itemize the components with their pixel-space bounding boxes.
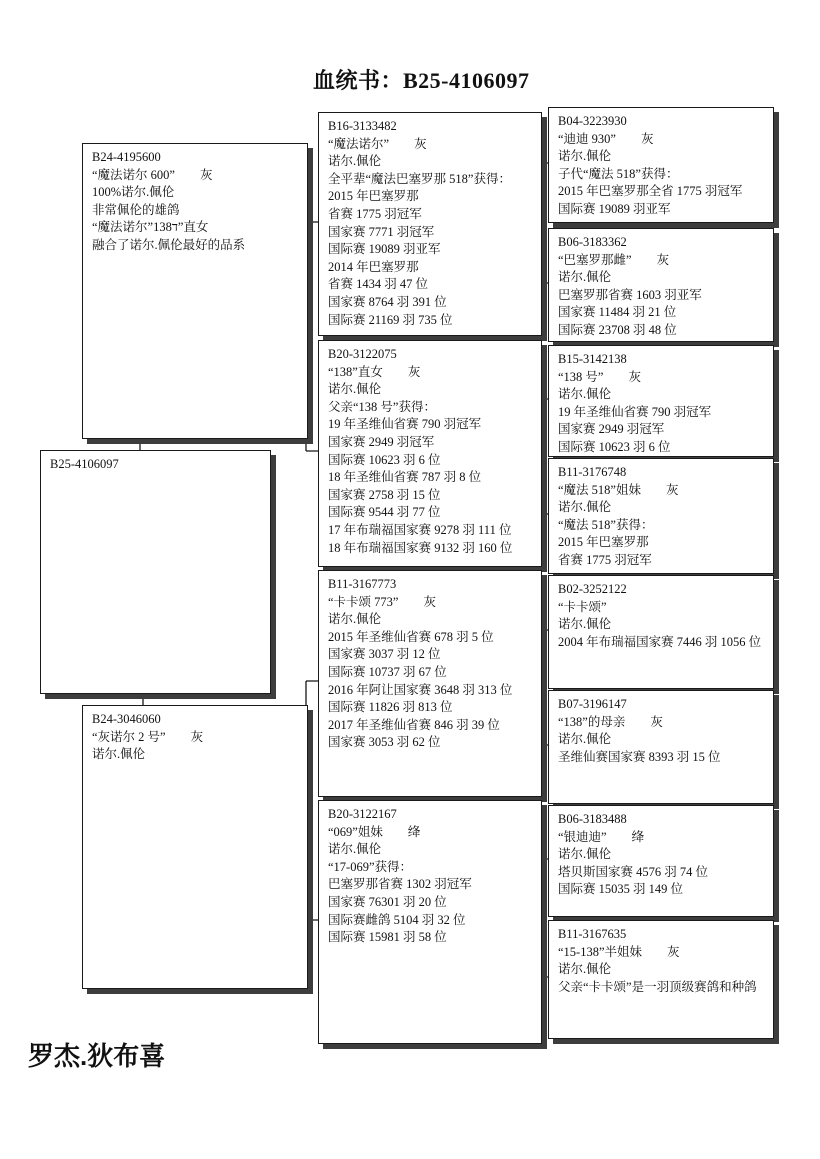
text-line: “魔法诺尔 600” 灰 <box>92 167 213 182</box>
text-line: 2017 年圣维仙省赛 846 羽 39 位 <box>328 717 500 732</box>
text-line: 国际赛 10623 羽 6 位 <box>558 439 671 454</box>
text-line: “灰诺尔 2 号” 灰 <box>92 729 204 744</box>
text-line: B24-4195600 <box>92 150 161 164</box>
text-line: “魔法 518”姐妹 灰 <box>558 482 679 497</box>
text-line: B20-3122167 <box>328 807 397 821</box>
text-line: 国际赛 19089 羽亚军 <box>558 201 671 216</box>
text-line: 国家赛 11484 羽 21 位 <box>558 305 677 320</box>
pedigree-box-subject <box>40 450 271 694</box>
text-line: 国际赛 15035 羽 149 位 <box>558 882 684 897</box>
text-line: 巴塞罗那省赛 1603 羽亚军 <box>558 287 702 302</box>
pedigree-box-grandparent-1 <box>318 112 542 336</box>
breeder-name: 罗杰.狄布喜 <box>28 1041 166 1071</box>
text-line: “卡卡颂 773” 灰 <box>328 594 436 609</box>
text-line: 父亲“卡卡颂”是一羽顶级赛鸽和种鸽 <box>558 979 757 994</box>
text-line: B11-3167773 <box>328 577 397 591</box>
text-line: 100%诺尔.佩伦 <box>92 185 175 200</box>
pedigree-title: 血统书：B25-4106097 <box>313 68 530 93</box>
pedigree-box-great-grandparent-2 <box>548 228 774 342</box>
text-line: 诺尔.佩伦 <box>558 962 612 977</box>
text-line: 省赛 1434 羽 47 位 <box>328 277 429 292</box>
text-line: “138”直女 灰 <box>328 364 421 379</box>
text-line: “魔法诺尔” 灰 <box>328 136 427 151</box>
text-line: 非常佩伦的雄鸽 <box>92 202 180 217</box>
text-line: 国际赛 11826 羽 813 位 <box>328 700 453 715</box>
text-line: 国际赛 23708 羽 48 位 <box>558 322 677 337</box>
text-line: 诺尔.佩伦 <box>558 149 612 164</box>
text-line: 国家赛 3037 羽 12 位 <box>328 647 441 662</box>
text-line: 2015 年巴塞罗那 <box>558 535 649 550</box>
pedigree-box-great-grandparent-5 <box>548 575 774 689</box>
text-line: 诺尔.佩伦 <box>558 500 612 515</box>
text-line: 19 年圣维仙省赛 790 羽冠军 <box>328 417 482 432</box>
text-line: “银迪迪” 绛 <box>558 829 645 844</box>
pedigree-box-great-grandparent-4 <box>548 458 774 574</box>
text-line: 国家赛 76301 羽 20 位 <box>328 894 447 909</box>
text-line: B06-3183362 <box>558 235 627 249</box>
text-line: “138”的母亲 灰 <box>558 714 663 729</box>
pedigree-box-grandparent-3 <box>318 570 542 797</box>
text-line: 诺尔.佩伦 <box>328 842 382 857</box>
text-line: 18 年圣维仙省赛 787 羽 8 位 <box>328 470 482 485</box>
text-line: 诺尔.佩伦 <box>328 382 382 397</box>
pedigree-box-great-grandparent-7 <box>548 805 774 917</box>
text-line: 国家赛 2949 羽冠军 <box>328 434 435 449</box>
text-line: 2014 年巴塞罗那 <box>328 259 419 274</box>
pedigree-box-great-grandparent-6 <box>548 690 774 804</box>
text-line: 国际赛 9544 羽 77 位 <box>328 505 441 520</box>
text-line: 父亲“138 号”获得： <box>328 399 436 414</box>
text-line: “卡卡颂” <box>558 599 607 614</box>
text-line: 省赛 1775 羽冠军 <box>328 206 422 221</box>
text-line: 2015 年巴塞罗那全省 1775 羽冠军 <box>558 184 743 199</box>
text-line: 国家赛 2758 羽 15 位 <box>328 487 441 502</box>
text-line: 国际赛 15981 羽 58 位 <box>328 930 447 945</box>
text-line: B11-3176748 <box>558 465 627 479</box>
pedigree-box-sire <box>82 143 308 439</box>
text-line: 国际赛 19089 羽亚军 <box>328 242 441 257</box>
text-line: 诺尔.佩伦 <box>558 847 612 862</box>
text-line: “魔法诺尔”ד138”直女 <box>92 220 209 235</box>
text-line: B16-3133482 <box>328 119 397 133</box>
text-line: “069”姐妹 绛 <box>328 824 421 839</box>
text-line: 国际赛雌鸽 5104 羽 32 位 <box>328 912 466 927</box>
text-line: 2015 年圣维仙省赛 678 羽 5 位 <box>328 629 494 644</box>
pedigree-box-great-grandparent-8 <box>548 920 774 1039</box>
text-line: “巴塞罗那雌” 灰 <box>558 252 670 267</box>
text-line: 诺尔.佩伦 <box>328 154 382 169</box>
pedigree-box-great-grandparent-3 <box>548 345 774 457</box>
text-line: 诺尔.佩伦 <box>328 612 382 627</box>
text-line: B15-3142138 <box>558 352 627 366</box>
text-line: 国家赛 2949 羽冠军 <box>558 422 665 437</box>
text-line: 全平辈“魔法巴塞罗那 518”获得： <box>328 171 511 186</box>
pedigree-box-grandparent-2 <box>318 340 542 567</box>
text-line: 诺尔.佩伦 <box>92 747 146 762</box>
text-line: 诺尔.佩伦 <box>558 732 612 747</box>
text-line: 17 年布瑞福国家赛 9278 羽 111 位 <box>328 522 512 537</box>
text-line: 18 年布瑞福国家赛 9132 羽 160 位 <box>328 540 513 555</box>
text-line: 国家赛 8764 羽 391 位 <box>328 294 447 309</box>
text-line: “迪迪 930” 灰 <box>558 131 654 146</box>
text-line: “魔法 518”获得： <box>558 517 654 532</box>
text-line: 巴塞罗那省赛 1302 羽冠军 <box>328 877 472 892</box>
text-line: 国际赛 10737 羽 67 位 <box>328 664 447 679</box>
pedigree-box-grandparent-4 <box>318 800 542 1044</box>
text-line: B24-3046060 <box>92 712 161 726</box>
text-line: 国际赛 10623 羽 6 位 <box>328 452 441 467</box>
text-line: 诺尔.佩伦 <box>558 387 612 402</box>
text-line: 省赛 1775 羽冠军 <box>558 552 652 567</box>
text-line: 诺尔.佩伦 <box>558 270 612 285</box>
text-line: 塔贝斯国家赛 4576 羽 74 位 <box>558 864 709 879</box>
text-line: 融合了诺尔.佩伦最好的品系 <box>92 237 246 252</box>
text-line: 国家赛 3053 羽 62 位 <box>328 735 441 750</box>
text-line: B02-3252122 <box>558 582 627 596</box>
text-line: B04-3223930 <box>558 114 627 128</box>
text-line: 子代“魔法 518”获得： <box>558 166 679 181</box>
text-line: “17-069”获得： <box>328 859 413 874</box>
text-line: 2004 年布瑞福国家赛 7446 羽 1056 位 <box>558 634 762 649</box>
text-line: B11-3167635 <box>558 927 627 941</box>
text-line: 国家赛 7771 羽冠军 <box>328 224 435 239</box>
text-line: 圣维仙赛国家赛 8393 羽 15 位 <box>558 749 721 764</box>
text-line: 国际赛 21169 羽 735 位 <box>328 312 453 327</box>
text-line: 19 年圣维仙省赛 790 羽冠军 <box>558 404 712 419</box>
text-line: B25-4106097 <box>50 457 119 471</box>
text-line: 诺尔.佩伦 <box>558 617 612 632</box>
text-line: B07-3196147 <box>558 697 627 711</box>
pedigree-box-dam <box>82 705 308 989</box>
text-line: “138 号” 灰 <box>558 369 641 384</box>
text-line: B20-3122075 <box>328 347 397 361</box>
text-line: B06-3183488 <box>558 812 627 826</box>
text-line: “15-138”半姐妹 灰 <box>558 944 680 959</box>
text-line: 2016 年阿让国家赛 3648 羽 313 位 <box>328 682 513 697</box>
pedigree-box-great-grandparent-1 <box>548 107 774 223</box>
text-line: 2015 年巴塞罗那 <box>328 189 419 204</box>
